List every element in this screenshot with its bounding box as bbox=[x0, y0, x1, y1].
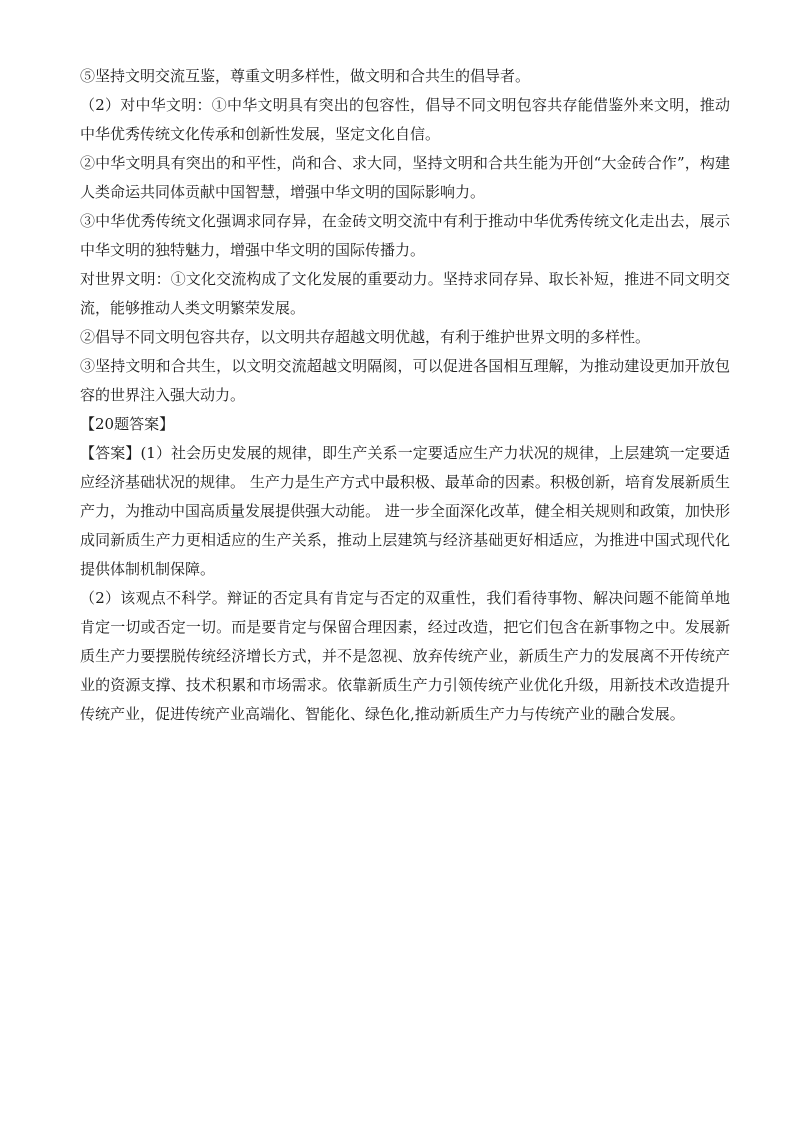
paragraph-civilization-exchange: ⑤坚持文明交流互鉴，尊重文明多样性，做文明和合共生的倡导者。 bbox=[80, 67, 531, 85]
paragraph-answer-part-1: 【答案】(1）社会历史发展的规律，即生产关系一定要适应生产力状况的规律，上层建筑一定要适应经济基础状况的规律。 生产力是生产方式中最积极、最革命的因素。积极创新，培育发展新质生产力，为推动中国高质量发展提供强大动能。 进一步全面深化改革，健全相关规则和政策，加快形成同新质生产力更相适应的生产关系，推动上层建筑与经济基础更好相适应，为推进中国式现代化提供体制机制保障。 bbox=[80, 444, 730, 578]
paragraph-chinese-civilization-inclusive: （2）对中华文明：①中华文明具有突出的包容性，倡导不同文明包容共存能借鉴外来文明，推动中华优秀传统文化传承和创新性发展，坚定文化自信。 bbox=[80, 96, 730, 143]
paragraph-chinese-civilization-peaceful: ②中华文明具有突出的和平性，尚和合、求大同，坚持文明和合共生能为开创“大金砖合作”，构建人类命运共同体贡献中国智慧，增强中华文明的国际影响力。 bbox=[80, 154, 730, 201]
paragraph-answer-part-2: （2）该观点不科学。辩证的否定具有肯定与否定的双重性，我们看待事物、解决问题不能简单地肯定一切或否定一切。而是要肯定与保留合理因素，经过改造，把它们包含在新事物之中。发展新质生产力要摆脱传统经济增长方式，并不是忽视、放弃传统产业，新质生产力的发展离不开传统产业的资源支撑、技术积累和市场需求。依靠新质生产力引领传统产业优化升级，用新技术改造提升传统产业，促进传统产业高端化、智能化、绿色化,推动新质生产力与传统产业的融合发展。 bbox=[80, 589, 730, 723]
paragraph-world-civilization-coexistence: ③坚持文明和合共生，以文明交流超越文明隔阂，可以促进各国相互理解，为推动建设更加开放包容的世界注入强大动力。 bbox=[80, 357, 730, 404]
paragraph-world-civilization-exchange: 对世界文明：①文化交流构成了文化发展的重要动力。坚持求同存异、取长补短，推进不同文明交流，能够推动人类文明繁荣发展。 bbox=[80, 270, 730, 317]
paragraph-chinese-culture-seek-common-ground: ③中华优秀传统文化强调求同存异，在金砖文明交流中有利于推动中华优秀传统文化走出去，展示中华文明的独特魅力，增强中华文明的国际传播力。 bbox=[80, 212, 730, 259]
question-20-answer-heading: 【20题答案】 bbox=[80, 415, 175, 433]
document-body bbox=[80, 62, 730, 729]
paragraph-world-civilization-diversity: ②倡导不同文明包容共存，以文明共存超越文明优越，有利于维护世界文明的多样性。 bbox=[80, 328, 651, 346]
